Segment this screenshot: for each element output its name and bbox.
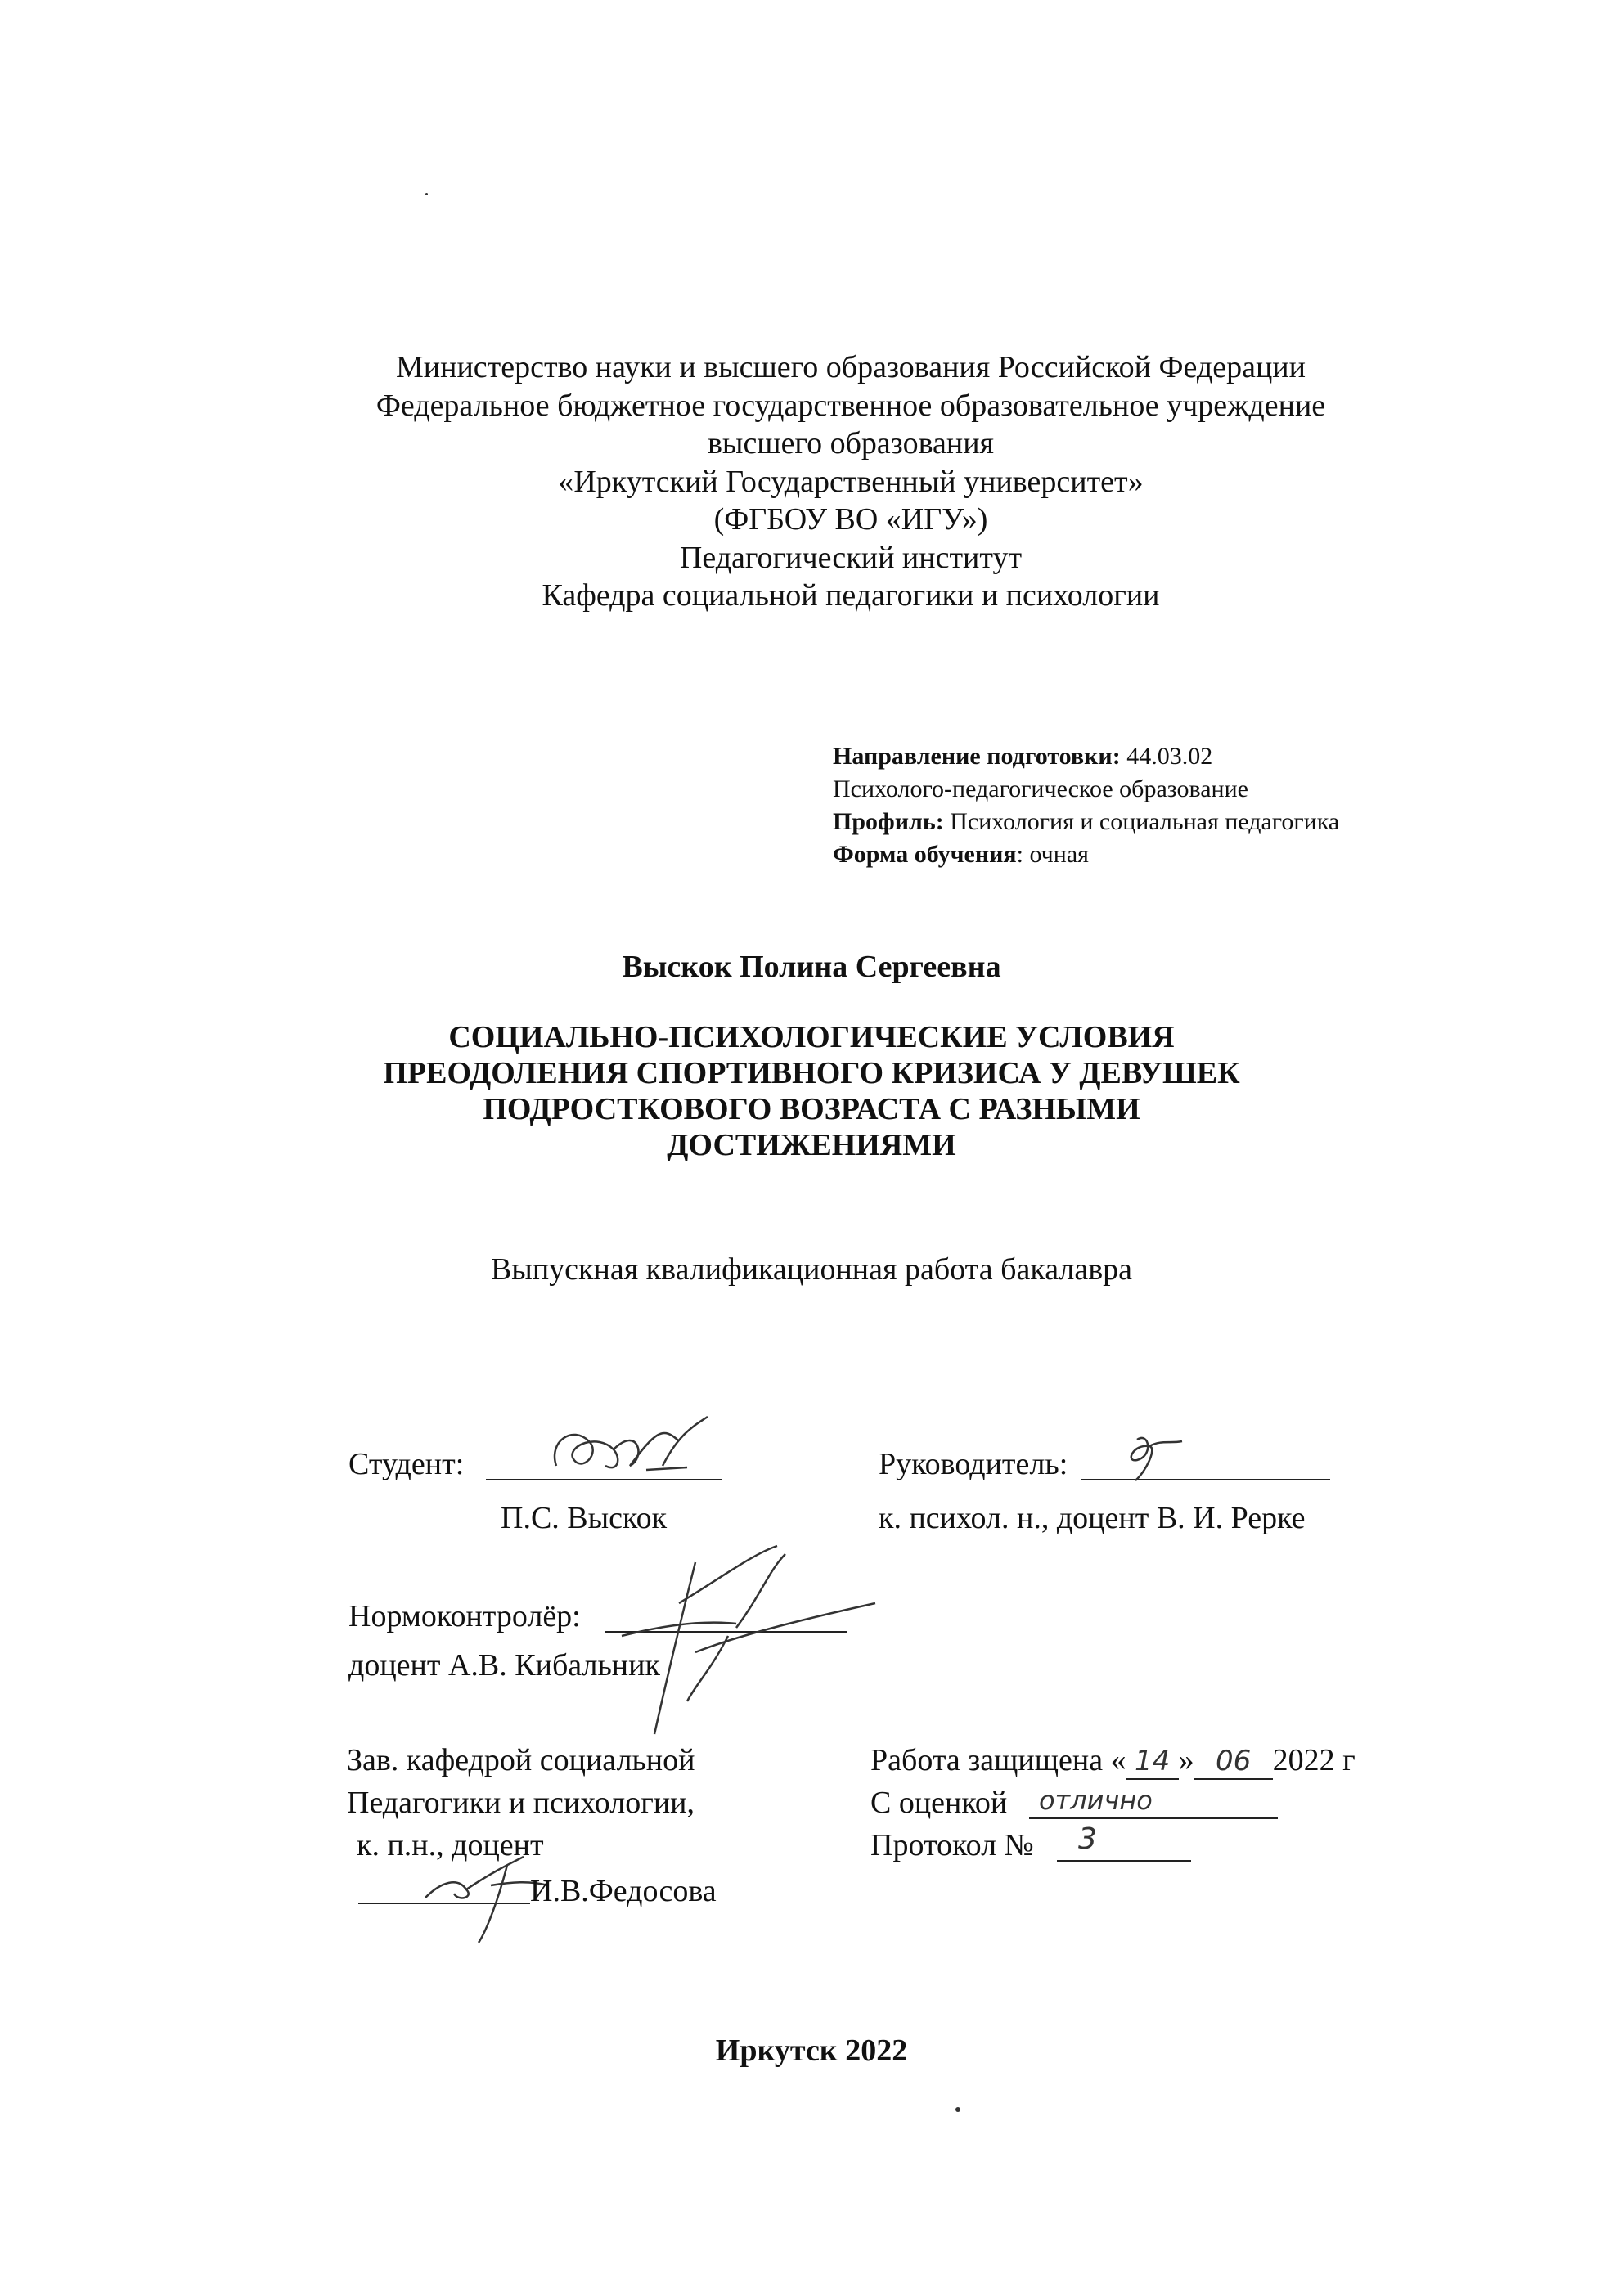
defense-day-field bbox=[1126, 1742, 1179, 1780]
direction-name: Психолого-педагогическое образование bbox=[833, 775, 1248, 802]
defense-month: 06 bbox=[1215, 1745, 1252, 1777]
normcontrol-label: Нормоконтролёр: bbox=[348, 1599, 581, 1633]
institute-line: Педагогический институт bbox=[679, 540, 1023, 575]
title-line-2: ПРЕОДОЛЕНИЯ СПОРТИВНОГО КРИЗИСА У ДЕВУШЕК bbox=[383, 1056, 1240, 1090]
defense-month-field bbox=[1194, 1742, 1273, 1780]
student-name: П.С. Выскок bbox=[501, 1501, 668, 1535]
head-name: И.В.Федосова bbox=[530, 1874, 717, 1908]
student-signature bbox=[524, 1409, 736, 1490]
university-name-line: «Иркутский Государственный университет» bbox=[558, 464, 1144, 499]
profile-row bbox=[833, 806, 1339, 838]
grade-line bbox=[1029, 1817, 1278, 1819]
author-name: Выскок Полина Сергеевна bbox=[622, 950, 1001, 984]
protocol-line bbox=[1057, 1860, 1191, 1862]
supervisor-name: к. психол. н., доцент В. И. Рерке bbox=[879, 1501, 1306, 1535]
department-line: Кафедра социальной педагогики и психологии bbox=[542, 578, 1160, 613]
normcontrol-signature bbox=[573, 1546, 900, 1742]
supervisor-signature bbox=[1113, 1423, 1211, 1489]
defense-year: 2022 г bbox=[1272, 1743, 1355, 1777]
university-abbr-line: (ФГБОУ ВО «ИГУ») bbox=[713, 502, 988, 537]
protocol-value: 3 bbox=[1078, 1822, 1097, 1856]
ministry-line: Министерство науки и высшего образования Российской Федерации bbox=[396, 350, 1306, 384]
work-type: Выпускная квалификационная работа бакалавра bbox=[490, 1252, 1133, 1287]
education-level-line: высшего образования bbox=[707, 426, 995, 461]
city-year: Иркутск 2022 bbox=[715, 2033, 908, 2068]
normcontrol-name: доцент А.В. Кибальник bbox=[348, 1648, 660, 1683]
thesis-title bbox=[245, 1019, 1378, 1163]
form-row bbox=[833, 838, 1339, 871]
form-value: : очная bbox=[1016, 841, 1089, 868]
title-line-1: СОЦИАЛЬНО-ПСИХОЛОГИЧЕСКИЕ УСЛОВИЯ bbox=[448, 1020, 1175, 1054]
head-title-line-3: к. п.н., доцент bbox=[357, 1828, 544, 1862]
title-line-4: ДОСТИЖЕНИЯМИ bbox=[667, 1128, 956, 1162]
direction-code: 44.03.02 bbox=[1120, 743, 1213, 770]
program-info bbox=[833, 740, 1339, 871]
defended-label bbox=[870, 1742, 1355, 1780]
scan-speck bbox=[425, 193, 428, 195]
profile-label: Профиль: bbox=[833, 808, 944, 835]
direction-label: Направление подготовки: bbox=[833, 743, 1121, 770]
direction-row bbox=[833, 740, 1339, 773]
student-label: Студент: bbox=[348, 1447, 465, 1481]
protocol-label: Протокол № bbox=[870, 1828, 1034, 1862]
defense-day: 14 bbox=[1134, 1745, 1171, 1777]
title-line-3: ПОДРОСТКОВОГО ВОЗРАСТА С РАЗНЫМИ bbox=[483, 1092, 1140, 1126]
organization-header bbox=[327, 348, 1374, 615]
grade-label: С оценкой bbox=[870, 1786, 1008, 1820]
head-title-line-2: Педагогики и психологии, bbox=[347, 1786, 695, 1820]
grade-value: отлично bbox=[1039, 1785, 1153, 1816]
quote-close: » bbox=[1178, 1743, 1194, 1777]
profile-value: Психология и социальная педагогика bbox=[943, 808, 1340, 835]
institution-type-line: Федеральное бюджетное государственное образовательное учреждение bbox=[375, 388, 1326, 423]
form-label: Форма обучения bbox=[833, 841, 1017, 868]
defended-prefix: Работа защищена « bbox=[870, 1743, 1126, 1777]
scan-speck bbox=[955, 2107, 960, 2112]
head-title-line-1: Зав. кафедрой социальной bbox=[347, 1743, 695, 1777]
supervisor-label: Руководитель: bbox=[879, 1447, 1068, 1481]
